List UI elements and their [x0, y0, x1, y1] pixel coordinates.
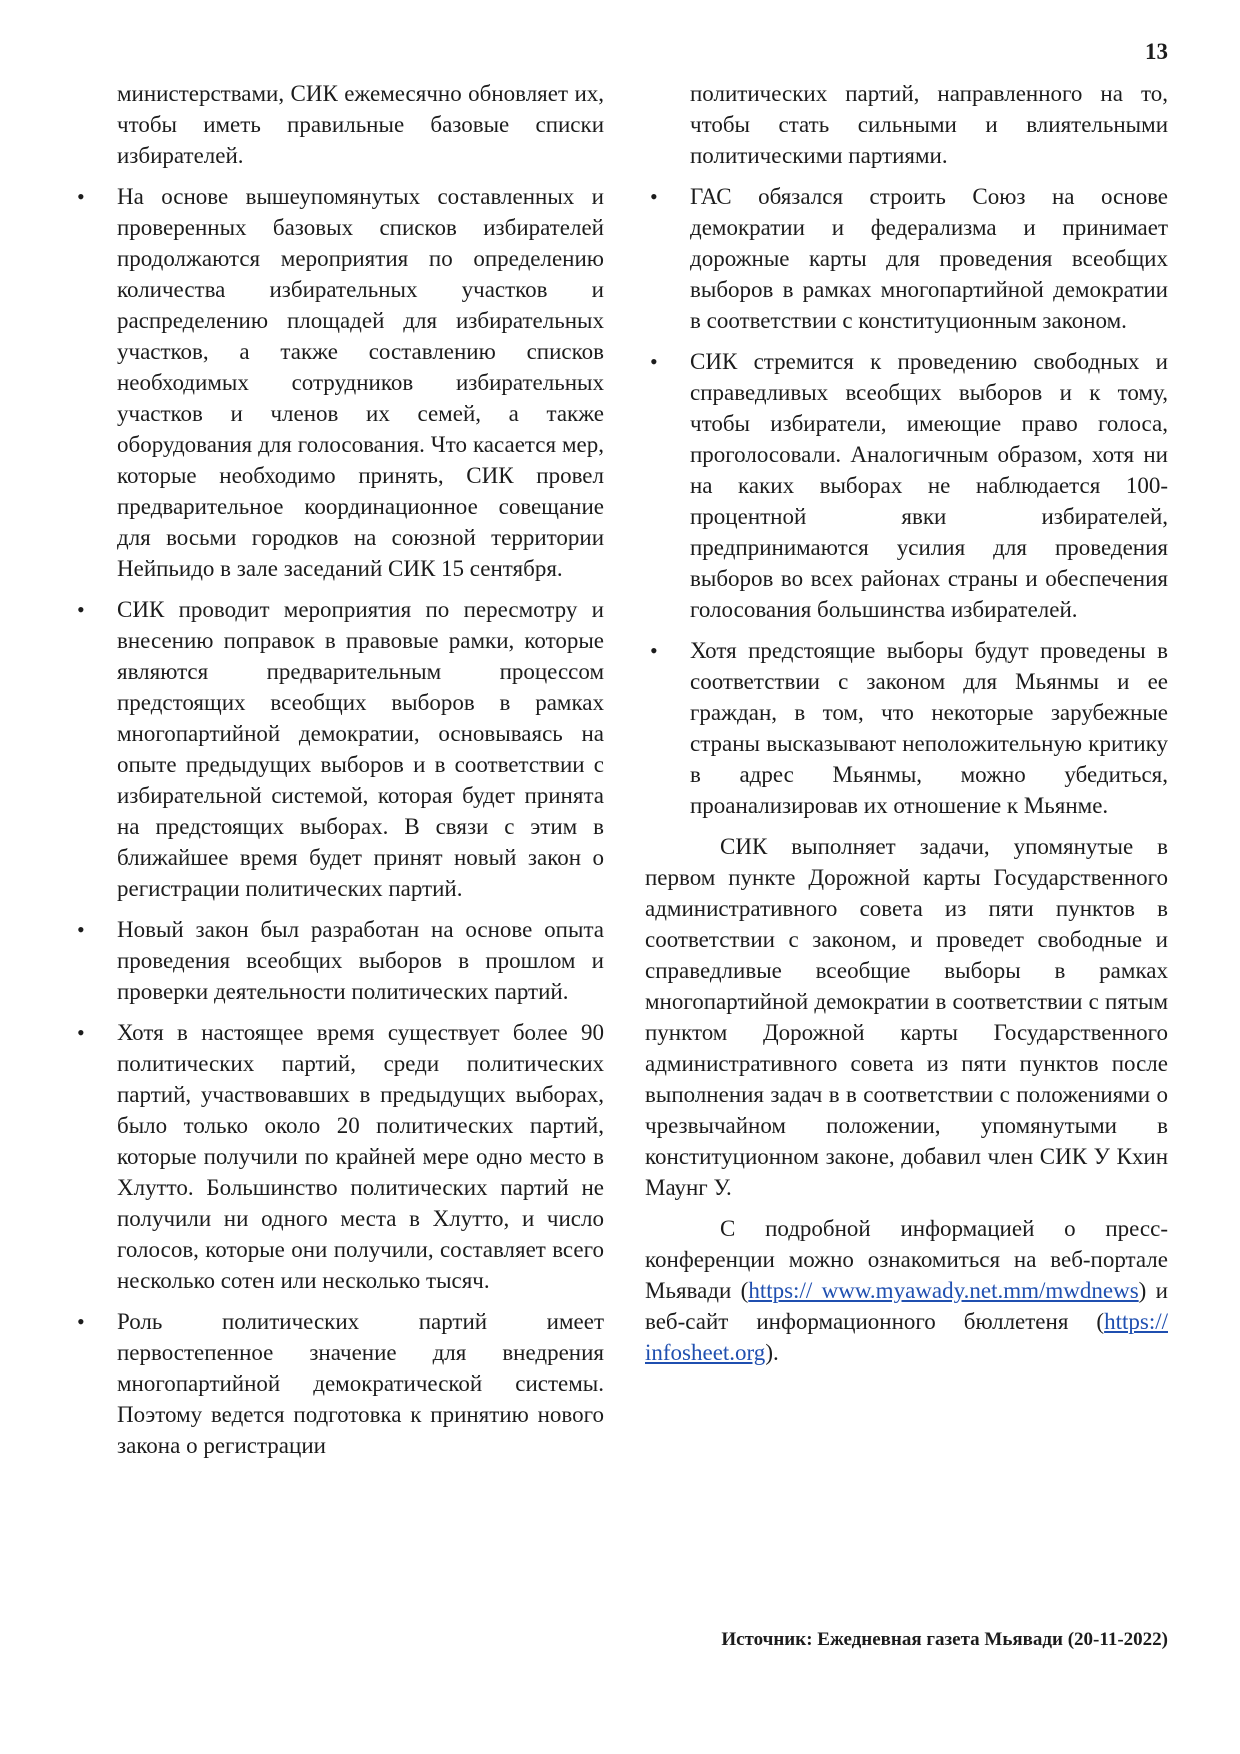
bullet-icon: • — [77, 1309, 85, 1334]
bullet-icon: • — [77, 917, 85, 942]
body-paragraph: СИК выполняет задачи, упомянутые в первом пункте Дорожной карты Государственного административного совета из пяти пунктов в соответствии с законом, и проведет свободные и справедливые всеобщие выборы в рамках многопартийной демократии в соответствии с пятым пунктом Дорожной карты Государственного административного совета из пяти пунктов после выполнения задач в в соответствии с положениями о чрезвычайном положении, упомянутыми в конституционном законе, добавил член СИК У Кхин Маунг У. — [645, 834, 1168, 1200]
list-item-text: СИК проводит мероприятия по пересмотру и внесению поправок в правовые рамки, которые являются предварительным процессом предстоящих всеобщих выборов в рамках многопартийной демократии, основываясь на опыте предыдущих выборов и в соответствии с избирательной системой, которая будет принята на предстоящих выборах. В связи с этим в ближайшее время будет принят новый закон о регистрации политических партий. — [117, 597, 604, 901]
list-item — [72, 1306, 604, 1461]
right-continuation-text: политических партий, направленного на то, чтобы стать сильными и влиятельными политическими партиями. — [690, 81, 1168, 168]
list-item-text: Хотя предстоящие выборы будут проведены в соответствии с законом для Мьянмы и ее граждан, в том, что некоторые зарубежные страны высказывают неположительную критику в адрес Мьянмы, можно убедиться, проанализировав их отношение к Мьянме. — [690, 638, 1168, 818]
source-credit: Источник: Ежедневная газета Мьявади (20-11-2022) — [721, 1629, 1168, 1650]
left-column — [72, 78, 604, 1461]
list-item — [72, 594, 604, 904]
list-item — [72, 181, 604, 584]
bullet-icon: • — [77, 597, 85, 622]
list-item — [645, 635, 1168, 821]
bullet-icon: • — [650, 184, 658, 209]
list-item-text: Новый закон был разработан на основе опыта проведения всеобщих выборов в прошлом и проверки деятельности политических партий. — [117, 917, 604, 1004]
list-item — [72, 914, 604, 1007]
list-item-text: ГАС обязался строить Союз на основе демократии и федерализма и принимает дорожные карты для проведения всеобщих выборов в рамках многопартийной демократии в соответствии с конституционным законом. — [690, 184, 1168, 333]
list-item — [72, 1017, 604, 1296]
list-item — [645, 346, 1168, 625]
page-number: 13 — [1145, 39, 1168, 64]
list-item — [645, 181, 1168, 336]
press-info-text: ). — [765, 1340, 779, 1365]
press-info-text: ) и веб-сайт информационного бюллетеня ( — [645, 1278, 1168, 1334]
right-column — [645, 78, 1168, 1368]
left-bullet-list — [72, 181, 604, 1461]
left-continuation-text: министерствами, СИК ежемесячно обновляет их, чтобы иметь правильные базовые списки избирателей. — [117, 81, 604, 168]
press-info-text: С подробной информацией о пресс-конференции можно ознакомиться на веб-портале Мьявади ( — [645, 1216, 1168, 1303]
bullet-icon: • — [77, 1020, 85, 1045]
bullet-icon: • — [77, 184, 85, 209]
list-item-text: Роль политических партий имеет первостепенное значение для внедрения многопартийной демократической системы. Поэтому ведется подготовка к принятию нового закона о регистрации — [117, 1309, 604, 1458]
right-bullet-list — [645, 181, 1168, 821]
bullet-icon: • — [650, 349, 658, 374]
press-info-paragraph — [645, 1213, 1168, 1368]
list-item-text: На основе вышеупомянутых составленных и проверенных базовых списков избирателей продолжаются мероприятия по определению количества избирательных участков и распределению площадей для избирательных участков, а также составлению списков необходимых сотрудников избирательных участков и членов их семей, а также оборудования для голосования. Что касается мер, которые необходимо принять, СИК провел предварительное координационное совещание для восьми городков на союзной территории Нейпьидо в зале заседаний СИК 15 сентября. — [117, 184, 604, 581]
list-item-text: Хотя в настоящее время существует более 90 политических партий, среди политических партий, участвовавших в предыдущих выборах, было только около 20 политических партий, которые получили по крайней мере одно место в Хлутто. Большинство политических партий не получили ни одного места в Хлутто, и число голосов, которые они получили, составляет всего несколько сотен или несколько тысяч. — [117, 1020, 604, 1293]
list-item-text: СИК стремится к проведению свободных и справедливых всеобщих выборов и к тому, чтобы избиратели, имеющие право голоса, проголосовали. Аналогичным образом, хотя ни на каких выборах не наблюдается 100-процентной явки избирателей, предпринимаются усилия для проведения выборов во всех районах страны и обеспечения голосования большинства избирателей. — [690, 349, 1168, 622]
myawady-link[interactable]: https:// www.myawady.net.mm/mwdnews — [748, 1278, 1139, 1303]
infosheet-link[interactable]: https:// infosheet.org — [645, 1309, 1168, 1365]
bullet-icon: • — [650, 638, 658, 663]
